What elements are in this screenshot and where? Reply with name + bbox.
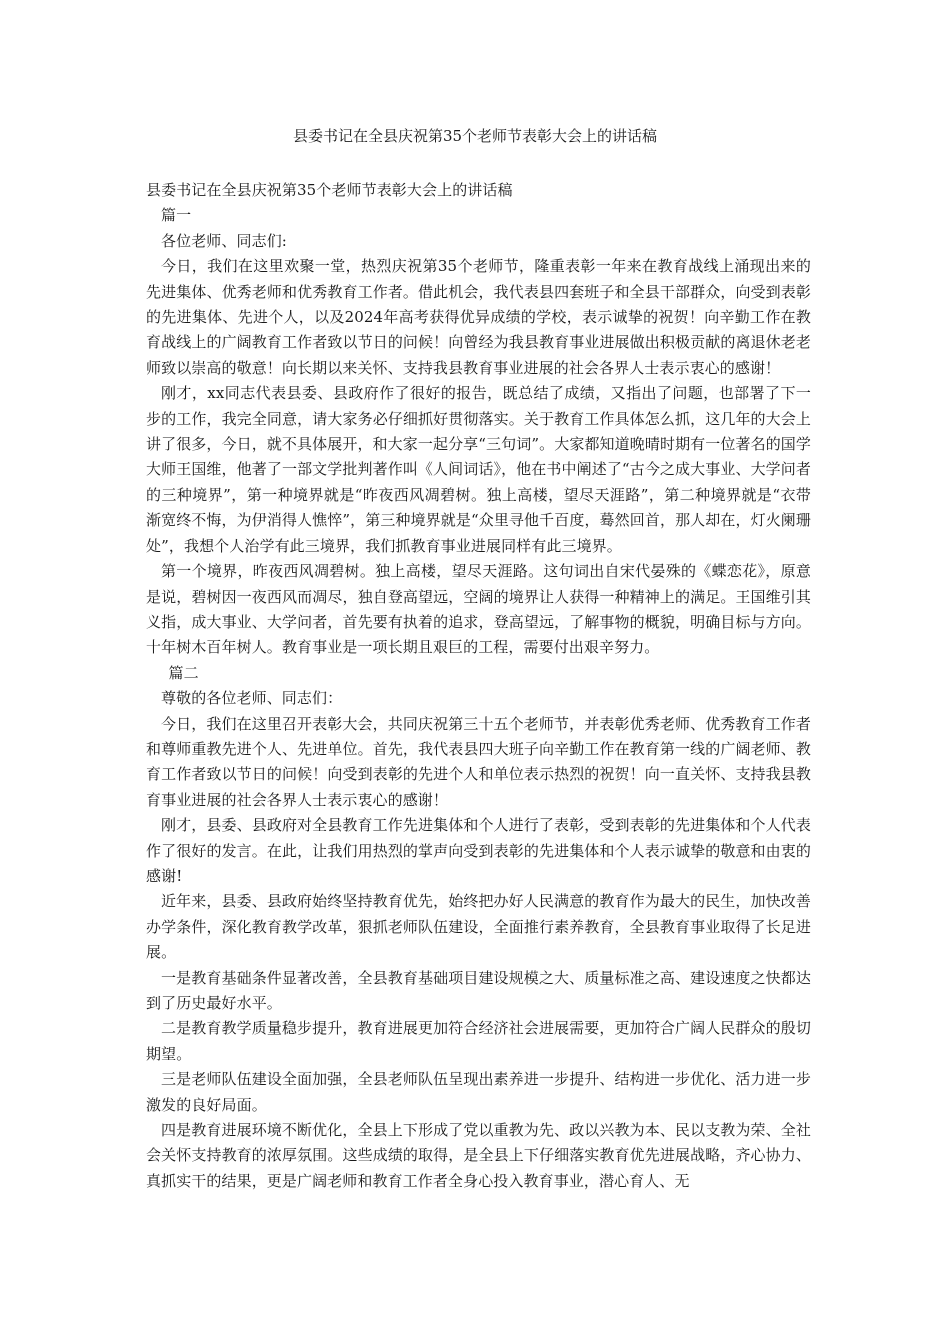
part1-salutation: 各位老师、同志们: <box>161 231 287 250</box>
part2-paragraph: 三是老师队伍建设全面加强，全县老师队伍呈现出素养进一步提升、结构进一步优化、活力进一步激发的良好局面。 <box>146 1070 811 1114</box>
part1-paragraph: 第一个境界，昨夜西风凋碧树。独上高楼，望尽天涯路。这句词出自宋代晏殊的《蝶恋花》，原意是说，碧树因一夜西风而凋尽，独自登高望远，空阔的境界让人获得一种精神上的满足。王国维引其义指，成大事业、大学问者，首先要有执着的追求，登高望远，了解事物的概貌，明确目标与方向。十年树木百年树人。教育事业是一项长期且艰巨的工程，需要付出艰辛努力。 <box>146 562 811 657</box>
part1-paragraph: 今日，我们在这里欢聚一堂，热烈庆祝第35个老师节，隆重表彰一年来在教育战线上涌现出来的先进集体、优秀老师和优秀教育工作者。借此机会，我代表县四套班子和全县干部群众，向受到表彰的先进集体、先进个人，以及2024年高考获得优异成绩的学校，表示诚挚的祝贺！向辛勤工作在教育战线上的广阔教育工作者致以节日的问候！向曾经为我县教育事业进展做出积极贡献的离退休老老师致以崇高的敬意！向长期以来关怀、支持我县教育事业进展的社会各界人士表示衷心的感谢！ <box>146 257 811 377</box>
document-subtitle: 县委书记在全县庆祝第35个老师节表彰大会上的讲话稿 <box>146 181 513 199</box>
part2-salutation: 尊敬的各位老师、同志们： <box>161 689 343 708</box>
part2-paragraph: 一是教育基础条件显著改善，全县教育基础项目建设规模之大、质量标准之高、建设速度之快都达到了历史最好水平。 <box>146 968 811 1012</box>
part2-paragraph: 四是教育进展环境不断优化，全县上下形成了党以重教为先、政以兴教为本、民以支教为荣、全社会关怀支持教育的浓厚氛围。这些成绩的取得，是全县上下仔细落实教育优先进展战略，齐心协力、真抓实干的结果，更是广阔老师和教育工作者全身心投入教育事业，潜心育人、无 <box>146 1121 811 1190</box>
part2-heading: 篇二 <box>168 663 199 682</box>
part2-paragraph: 近年来，县委、县政府始终坚持教育优先，始终把办好人民满意的教育作为最大的民生，加快改善办学条件，深化教育教学改革，狠抓老师队伍建设，全面推行素养教育，全县教育事业取得了长足进展。 <box>146 892 811 962</box>
part2-paragraph: 二是教育教学质量稳步提升，教育进展更加符合经济社会进展需要，更加符合广阔人民群众的殷切期望。 <box>146 1019 811 1063</box>
part2-paragraph: 今日，我们在这里召开表彰大会，共同庆祝第三十五个老师节，并表彰优秀老师、优秀教育工作者和尊师重教先进个人、先进单位。首先，我代表县四大班子向辛勤工作在教育第一线的广阔老师、教育工作者致以节日的问候！向受到表彰的先进个人和单位表示热烈的祝贺！向一直关怀、支持我县教育事业进展的社会各界人士表示衷心的感谢！ <box>146 714 811 809</box>
part1-heading: 篇一 <box>161 206 192 225</box>
document-body <box>146 178 811 1194</box>
part2-paragraph: 刚才，县委、县政府对全县教育工作先进集体和个人进行了表彰，受到表彰的先进集体和个人代表作了很好的发言。在此，让我们用热烈的掌声向受到表彰的先进集体和个人表示诚挚的敬意和由衷的感谢! <box>146 816 811 885</box>
part1-paragraph: 刚才，xx同志代表县委、县政府作了很好的报告，既总结了成绩，又指出了问题，也部署了下一步的工作，我完全同意，请大家务必仔细抓好贯彻落实。关于教育工作具体怎么抓，这几年的大会上讲了很多，今日，就不具体展开，和大家一起分享“三句词”。大家都知道晚晴时期有一位著名的国学大师王国维，他著了一部文学批判著作叫《人间词话》，他在书中阐述了“古今之成大事业、大学问者的三种境界”，第一种境界就是“昨夜西风凋碧树。独上高楼，望尽天涯路”，第二种境界就是“衣带渐宽终不悔，为伊消得人憔悴”，第三种境界就是“众里寻他千百度，蓦然回首，那人却在，灯火阑珊处”，我想个人治学有此三境界，我们抓教育事业进展同样有此三境界。 <box>146 384 811 555</box>
document-title: 县委书记在全县庆祝第35个老师节表彰大会上的讲话稿 <box>292 127 658 145</box>
